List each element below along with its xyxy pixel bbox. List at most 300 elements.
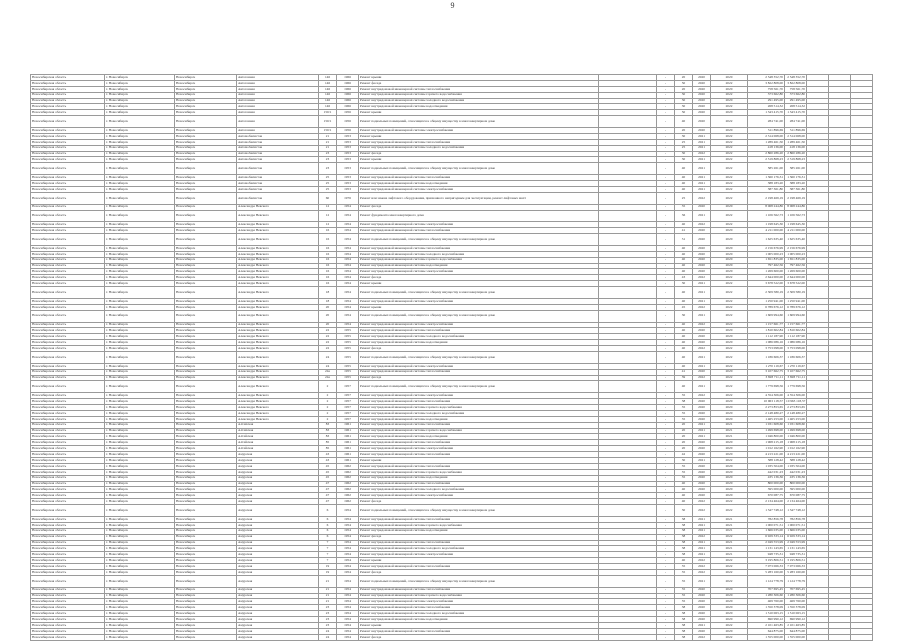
street-cell: Александра Невского [237,275,319,281]
year-cell: 1954 [337,587,359,593]
start-year-cell: 2022 [693,634,711,640]
wear-cell: 38 [675,399,693,405]
municipality-cell: г. Новосибирск [105,458,175,464]
end-year-cell: 2022 [711,569,748,575]
year-cell: 1955 [337,351,359,363]
work-type-cell: Ремонт внутридомовой инженерной системы электроснабжения [359,298,599,304]
region-cell: Новосибирская область [31,351,105,363]
start-year-cell: 2020 [693,251,711,257]
cost-cell: 4 354 306,00 [748,393,785,399]
locality-cell: Новосибирск [175,505,237,517]
wear-cell: 35 [675,410,693,416]
work-type-cell: Ремонт внутридомовой инженерной системы теплоснабжения [359,463,599,469]
total-cell: 8 068 244,86 [785,204,807,210]
wear-cell: 25 [675,139,693,145]
empty-cell [829,575,851,587]
region-cell: Новосибирская область [31,575,105,587]
dash-cell: - [657,133,675,139]
total-cell: 1 651 835,00 [785,257,807,263]
total-cell: 758 561,70 [785,86,807,92]
end-year-cell: 2020 [711,452,748,458]
cost-cell: 1 625 635,40 [748,234,785,246]
total-cell: 4 213 221,00 [785,452,807,458]
house-cell: 146 [319,75,337,81]
total-cell: 4 211 000,00 [785,228,807,234]
table-row [31,287,873,299]
dash-cell: - [657,552,675,558]
street-cell: Автогенная [237,92,319,98]
region-cell: Новосибирская область [31,363,105,369]
cost-cell: 1 086 086,16 [748,340,785,346]
municipality-cell: г. Новосибирск [105,298,175,304]
start-year-cell: 2022 [693,151,711,157]
municipality-cell: г. Новосибирск [105,522,175,528]
year-cell: 1953 [337,133,359,139]
total-cell: 797 462,56 [785,263,807,269]
locality-cell: Новосибирск [175,564,237,570]
municipality-cell: г. Новосибирск [105,128,175,134]
cost-cell: 442 031,23 [748,469,785,475]
region-cell: Новосибирская область [31,157,105,163]
work-type-cell: Ремонт фасада [359,204,599,210]
end-year-cell: 2020 [711,86,748,92]
year-cell: 1953 [337,139,359,145]
start-year-cell: 2021 [693,310,711,322]
end-year-cell: 2021 [711,522,748,528]
house-cell: 22 [319,328,337,334]
end-year-cell: 2020 [711,446,748,452]
wear-cell: 30 [675,310,693,322]
street-cell: Автомобилистов [237,133,319,139]
region-cell: Новосибирская область [31,381,105,393]
region-cell: Новосибирская область [31,80,105,86]
street-cell: Александра Невского [237,257,319,263]
street-cell: Александра Невского [237,322,319,328]
end-year-cell: 2022 [711,499,748,505]
end-year-cell: 2022 [711,163,748,175]
table-row [31,575,873,587]
house-cell: 19 [319,564,337,570]
municipality-cell: г. Новосибирск [105,287,175,299]
dash-cell: - [657,422,675,428]
work-type-cell: Ремонт фасада [359,534,599,540]
wear-cell: 35 [675,587,693,593]
total-cell: 1 350 378,09 [785,605,807,611]
total-cell: 800 000,00 [785,481,807,487]
work-type-cell: Ремонт внутридомовой инженерной системы электроснабжения [359,446,599,452]
total-cell: 1 810 602,84 [785,328,807,334]
end-year-cell: 2020 [711,128,748,134]
total-cell: 2 548 352,70 [785,75,807,81]
work-type-cell: Ремонт подвальных помещений, относящихся к общему имуществу в многоквартирном доме [359,505,599,517]
cost-cell: 1 031 608,60 [748,422,785,428]
end-year-cell: 2022 [711,393,748,399]
locality-cell: Новосибирск [175,322,237,328]
total-cell: 373 662,80 [785,92,807,98]
street-cell: Амурская [237,528,319,534]
wear-cell: 38 [675,605,693,611]
street-cell: Александра Невского [237,269,319,275]
locality-cell: Новосибирск [175,98,237,104]
start-year-cell: 2020 [693,98,711,104]
dash-cell: - [657,275,675,281]
wear-cell: 30 [675,151,693,157]
locality-cell: Новосибирск [175,428,237,434]
start-year-cell: 2021 [693,351,711,363]
total-cell: 395 000,00 [785,487,807,493]
end-year-cell: 2022 [711,157,748,163]
year-cell: 1954 [337,558,359,564]
cost-cell: 511 896,69 [748,128,785,134]
work-type-cell: Ремонт внутридомовой инженерной системы горячего водоснабжения [359,593,599,599]
start-year-cell: 2021 [693,163,711,175]
house-cell: 12 [319,210,337,222]
locality-cell: Новосибирск [175,628,237,634]
locality-cell: Новосибирск [175,546,237,552]
house-cell: 2 [319,399,337,405]
dash-cell: - [657,363,675,369]
work-type-cell: Ремонт внутридомовой инженерной системы теплоснабжения [359,564,599,570]
end-year-cell: 2022 [711,558,748,564]
region-cell: Новосибирская область [31,481,105,487]
total-cell: 1 112 187,90 [785,334,807,340]
house-cell: 47 [319,487,337,493]
region-cell: Новосибирская область [31,611,105,617]
empty-cell [807,287,829,299]
region-cell: Новосибирская область [31,628,105,634]
work-type-cell: Ремонт внутридомовой инженерной системы холодного водоснабжения [359,410,599,416]
year-cell: 1966 [337,80,359,86]
work-type-cell: Ремонт внутридомовой инженерной системы электроснабжения [359,269,599,275]
end-year-cell: 2022 [711,222,748,228]
start-year-cell: 2020 [693,75,711,81]
work-type-cell: Ремонт крыши [359,157,599,163]
locality-cell: Новосибирск [175,228,237,234]
dash-cell: - [657,175,675,181]
locality-cell: Новосибирск [175,245,237,251]
total-cell: 1 124 778,79 [785,575,807,587]
municipality-cell: г. Новосибирск [105,487,175,493]
street-cell: Автомобилистов [237,175,319,181]
year-cell: 1954 [337,611,359,617]
cost-cell: 418 136,00 [748,145,785,151]
locality-cell: Новосибирск [175,86,237,92]
dash-cell: - [657,98,675,104]
municipality-cell: г. Новосибирск [105,481,175,487]
street-cell: Алтайская [237,434,319,440]
wear-cell: 30 [675,104,693,110]
end-year-cell: 2020 [711,617,748,623]
region-cell: Новосибирская область [31,599,105,605]
wear-cell: 40 [675,340,693,346]
dash-cell: - [657,104,675,110]
locality-cell: Новосибирск [175,469,237,475]
municipality-cell: г. Новосибирск [105,628,175,634]
year-cell: 1954 [337,263,359,269]
street-cell: Александра Невского [237,251,319,257]
house-cell: 21 [319,139,337,145]
cost-cell: 3 822 808,00 [748,80,785,86]
start-year-cell: 2021 [693,363,711,369]
locality-cell: Новосибирск [175,351,237,363]
start-year-cell: 2020 [693,463,711,469]
cost-cell: 1 810 602,84 [748,328,785,334]
dash-cell: - [657,499,675,505]
locality-cell: Новосибирск [175,599,237,605]
empty-cell [807,163,829,175]
note-cell [599,310,657,322]
street-cell: Амурская [237,587,319,593]
end-year-cell: 2020 [711,410,748,416]
wear-cell: 20 [675,440,693,446]
cost-cell: 1 347 748,12 [748,505,785,517]
start-year-cell: 2020 [693,369,711,375]
wear-cell: 35 [675,393,693,399]
street-cell: Амурская [237,634,319,640]
empty-cell [807,234,829,246]
region-cell: Новосибирская область [31,128,105,134]
cost-cell: 707 695,45 [748,587,785,593]
dash-cell: - [657,110,675,116]
street-cell: Александра Невского [237,210,319,222]
start-year-cell: 2020 [693,493,711,499]
total-cell: 1 157 661,77 [785,322,807,328]
municipality-cell: г. Новосибирск [105,393,175,399]
region-cell: Новосибирская область [31,251,105,257]
cost-cell: 8 068 244,86 [748,204,785,210]
total-cell: 2 273 853,65 [785,405,807,411]
work-type-cell: Ремонт подвальных помещений, относящихся к общему имуществу в многоквартирном доме [359,351,599,363]
end-year-cell: 2022 [711,634,748,640]
wear-cell: 40 [675,222,693,228]
end-year-cell: 2022 [711,210,748,222]
locality-cell: Новосибирск [175,540,237,546]
end-year-cell: 2022 [711,151,748,157]
house-cell: 21 [319,575,337,587]
house-cell: 43 [319,452,337,458]
dash-cell: - [657,558,675,564]
region-cell: Новосибирская область [31,228,105,234]
start-year-cell: 2021 [693,210,711,222]
street-cell: Амурская [237,575,319,587]
year-cell: 1961 [337,458,359,464]
wear-cell: 42 [675,452,693,458]
locality-cell: Новосибирск [175,487,237,493]
municipality-cell: г. Новосибирск [105,263,175,269]
dash-cell: - [657,222,675,228]
total-cell: 3 195 806,51 [785,558,807,564]
total-cell: 1 343 415,70 [785,110,807,116]
year-cell: 1954 [337,634,359,640]
year-cell: 1962 [337,469,359,475]
street-cell: Амурская [237,617,319,623]
wear-cell: 20 [675,434,693,440]
municipality-cell: г. Новосибирск [105,181,175,187]
house-cell: 83 [319,422,337,428]
cost-cell: 1 005 000,23 [748,251,785,257]
end-year-cell: 2020 [711,487,748,493]
cost-cell: 690 990,12 [748,617,785,623]
start-year-cell: 2020 [693,245,711,251]
year-cell: 1961 [337,446,359,452]
total-cell: 6 929 333,14 [785,534,807,540]
empty-cell [851,192,873,204]
start-year-cell: 2021 [693,298,711,304]
year-cell: 1955 [337,328,359,334]
year-cell: 1966 [337,104,359,110]
cost-cell: 388 183,20 [748,181,785,187]
house-cell: 16 [319,281,337,287]
region-cell: Новосибирская область [31,245,105,251]
locality-cell: Новосибирск [175,116,237,128]
end-year-cell: 2020 [711,204,748,210]
empty-cell [807,575,829,587]
start-year-cell: 2021 [693,287,711,299]
locality-cell: Новосибирск [175,287,237,299]
cost-cell: 395 000,00 [748,487,785,493]
work-type-cell: Ремонт крыши [359,304,599,310]
municipality-cell: г. Новосибирск [105,139,175,145]
locality-cell: Новосибирск [175,416,237,422]
cost-cell: 469 760,00 [748,599,785,605]
total-cell: 1 270 119,67 [785,363,807,369]
total-cell: 3 822 808,00 [785,80,807,86]
wear-cell: 30 [675,92,693,98]
street-cell: Автогенная [237,86,319,92]
region-cell: Новосибирская область [31,104,105,110]
wear-cell: 41 [675,369,693,375]
end-year-cell: 2020 [711,110,748,116]
end-year-cell: 2022 [711,534,748,540]
dash-cell: - [657,234,675,246]
locality-cell: Новосибирск [175,452,237,458]
note-cell [599,575,657,587]
locality-cell: Новосибирск [175,363,237,369]
house-cell: 7 [319,546,337,552]
empty-cell [829,351,851,363]
end-year-cell: 2020 [711,98,748,104]
dash-cell: - [657,428,675,434]
work-type-cell: Ремонт фасада [359,80,599,86]
end-year-cell: 2022 [711,104,748,110]
end-year-cell: 2022 [711,304,748,310]
year-cell: 1962 [337,475,359,481]
region-cell: Новосибирская область [31,192,105,204]
year-cell: 1956 [337,128,359,134]
start-year-cell: 2020 [693,611,711,617]
wear-cell: 40 [675,263,693,269]
total-cell: 2 101 463,85 [785,623,807,629]
house-cell: 85 [319,440,337,446]
street-cell: Амурская [237,522,319,528]
table-row [31,234,873,246]
total-cell: 2 156 676,99 [785,245,807,251]
end-year-cell: 2022 [711,175,748,181]
end-year-cell: 2020 [711,251,748,257]
work-type-cell: Ремонт внутридомовой инженерной системы холодного водоснабжения [359,611,599,617]
work-type-cell: Ремонт внутридомовой инженерной системы теплоснабжения [359,175,599,181]
region-cell: Новосибирская область [31,304,105,310]
street-cell: Автомобилистов [237,157,319,163]
year-cell: 1955 [337,346,359,352]
year-cell: 1957 [337,405,359,411]
year-cell: 1953 [337,151,359,157]
work-type-cell: Ремонт внутридомовой инженерной системы теплоснабжения [359,422,599,428]
street-cell: Амурская [237,481,319,487]
dash-cell: - [657,440,675,446]
house-cell: 146 [319,86,337,92]
year-cell: 1976 [337,192,359,204]
dash-cell: - [657,522,675,528]
locality-cell: Новосибирск [175,110,237,116]
cost-cell: 3 678 522,00 [748,281,785,287]
municipality-cell: г. Новосибирск [105,157,175,163]
note-cell [599,163,657,175]
total-cell: 1 499 698,00 [785,428,807,434]
region-cell: Новосибирская область [31,416,105,422]
municipality-cell: г. Новосибирск [105,446,175,452]
house-cell: 21 [319,133,337,139]
end-year-cell: 2020 [711,245,748,251]
region-cell: Новосибирская область [31,393,105,399]
total-cell: 284 741,00 [785,116,807,128]
dash-cell: - [657,186,675,192]
dash-cell: - [657,192,675,204]
total-cell: 1 106 562,73 [785,210,807,222]
table-row [31,210,873,222]
work-type-cell: Ремонт внутридомовой инженерной системы теплоснабжения [359,628,599,634]
start-year-cell: 2022 [693,322,711,328]
municipality-cell: г. Новосибирск [105,575,175,587]
region-cell: Новосибирская область [31,564,105,570]
wear-cell: 36 [675,210,693,222]
municipality-cell: г. Новосибирск [105,516,175,522]
region-cell: Новосибирская область [31,469,105,475]
wear-cell: 38 [675,546,693,552]
total-cell: 3 678 522,00 [785,281,807,287]
table-row [31,310,873,322]
start-year-cell: 2021 [693,540,711,546]
dash-cell: - [657,458,675,464]
municipality-cell: г. Новосибирск [105,163,175,175]
street-cell: Автомобилистов [237,181,319,187]
start-year-cell: 2022 [693,346,711,352]
work-type-cell: Ремонт внутридомовой инженерной системы электроснабжения [359,493,599,499]
house-cell: 20 [319,310,337,322]
locality-cell: Новосибирск [175,516,237,522]
municipality-cell: г. Новосибирск [105,611,175,617]
street-cell: Амурская [237,463,319,469]
municipality-cell: г. Новосибирск [105,328,175,334]
start-year-cell: 2020 [693,487,711,493]
cost-cell: 1 510 063,15 [748,611,785,617]
work-type-cell: Ремонт внутридомовой инженерной системы водоотведения [359,617,599,623]
empty-cell [851,116,873,128]
start-year-cell: 2021 [693,623,711,629]
house-cell: 146 [319,104,337,110]
end-year-cell: 2020 [711,493,748,499]
cost-cell: 1 250 941,00 [748,298,785,304]
region-cell: Новосибирская область [31,175,105,181]
cost-cell: 1 046 800,00 [748,434,785,440]
dash-cell: - [657,599,675,605]
street-cell: Автогенная [237,75,319,81]
house-cell: 24 [319,628,337,634]
municipality-cell: г. Новосибирск [105,310,175,322]
street-cell: Автомобилистов [237,151,319,157]
locality-cell: Новосибирск [175,410,237,416]
street-cell: Автомобилистов [237,186,319,192]
